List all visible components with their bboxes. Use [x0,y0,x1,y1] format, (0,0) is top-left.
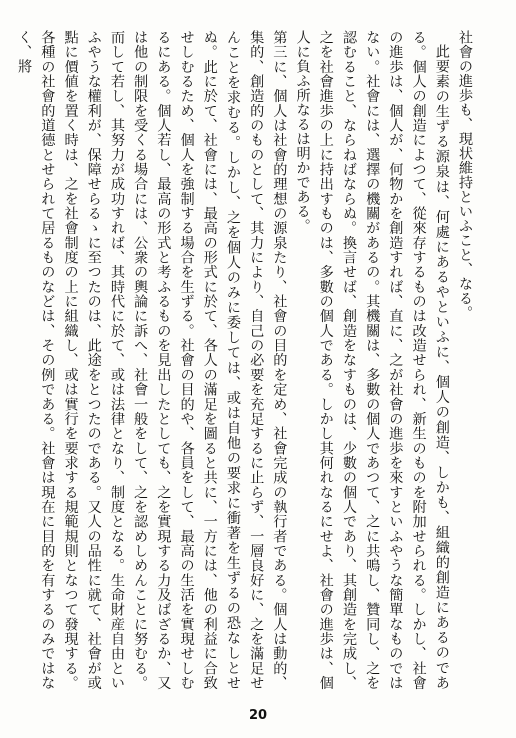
page-number: 20 [248,708,268,723]
paragraph-2: 此要素の生ずる源泉は、何處にあるやといふに、個人の創造、しかも、組織的創造にあるのである。個人の創造によつて、從來存するものは改造せられ、新生のものを附加せられる。しかし、社會の進歩は、個人が、何物かを創造すれば、直に、之が社會の進歩を來すといふやうな簡單なものではない。社會には、選擇の機關があるの。其機關は、多數の個人であつて、之に共鳴し、贊同し、之を認むること、ならねばならぬ。換言せば、創造をなすものは、少數の個人であり、其創造を完成し、之を社會進歩の上に持出すものは、多數の個人である。しかし其何れなるにせよ、社會の進歩は、個人に負ふ所なるは明かである。 [294,30,450,690]
paragraph-1: 社會の進歩も、現状維持といふこと、なる。 [457,30,473,320]
paragraph-3: 第三に、個人は社會的理想の源泉たり、社會の目的を定め、社會完成の執行者である。個人は動的、集的、創造的のものとして、其力により、自己の必要を充足するに止らず、一層良好に、之を滿足せんことを求むる。しかし、之を個人のみに委しては、或は自他の要求に衝著を生ずるの恐なしとせぬ。此に於て、社會には、最高の形式に於て、各人の滿足を圖ると共に、一方には、他の利益に合致せしむるため、個人を強制する場合を生ずる。社會の目的や、各員をして、最高の生活を實現せしむるにある。個人若し、最高の形式と考ふるものを見出したとしても、之を實現する力及ばざるか、又は他の制限を受くる場合には、公衆の輿論に訴へ、社會一般をして、之を認めしめんことに努むる。而して若し、其努力が成功すれば、其時代に於て、或は法律となり、制度となる。生命財産自由といふやうな權利が、保障せらるゝに至つたのは、此途をとつたのである。又人の品性に就て、社會が或點に價値を置く時は、之を社會制度の上に組織し、或は實行を要求する規範規則となつて發現する。各種の社會的道德とせられて居るものなどは、その例である。社會は現在に目的を有するのみではなく、將 [16,30,288,690]
vertical-text-body [16,30,476,690]
